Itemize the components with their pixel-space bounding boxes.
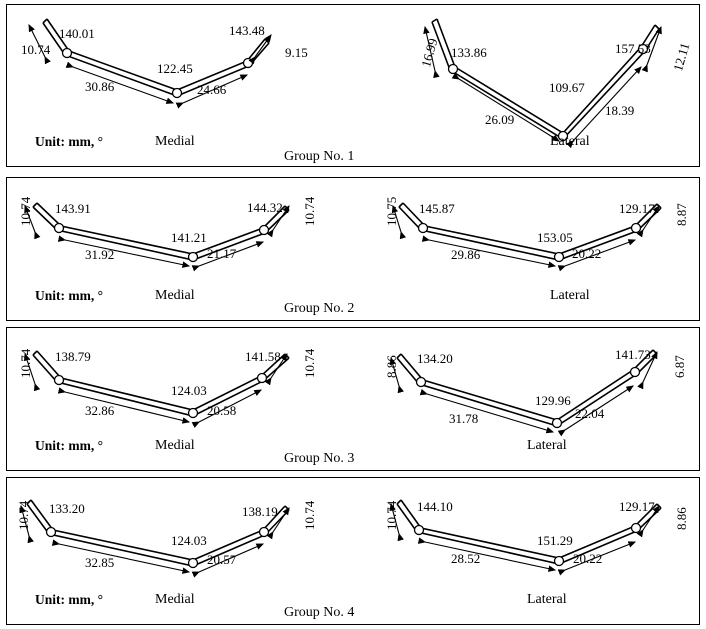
segment-label: 10.74 <box>16 500 31 530</box>
angle-label: 144.10 <box>417 499 453 514</box>
angle-label: 153.05 <box>537 230 573 245</box>
angle-label: 124.03 <box>171 533 207 548</box>
unit-label: Unit: mm, ° <box>35 438 104 453</box>
segment-label: 20.58 <box>207 403 237 418</box>
medial-label: Medial <box>155 592 195 607</box>
group-panel-3 <box>6 327 700 471</box>
segment-label: 8.86 <box>384 355 399 378</box>
segment-label: 20.22 <box>572 246 602 261</box>
segment-label: 10.74 <box>21 42 51 57</box>
angle-label: 143.91 <box>55 201 91 216</box>
angle-label: 140.01 <box>59 26 95 41</box>
angle-label: 141.58 <box>245 349 281 364</box>
segment-label: 20.22 <box>573 551 603 566</box>
group-3-drawing <box>7 328 701 472</box>
unit-label: Unit: mm, ° <box>35 288 104 303</box>
unit-label: Unit: mm, ° <box>35 134 104 149</box>
lateral-label: Lateral <box>550 134 590 149</box>
angle-label: 129.17 <box>619 201 655 216</box>
segment-label: 12.11 <box>670 41 693 73</box>
lateral-label: Lateral <box>527 592 567 607</box>
lateral-label: Lateral <box>550 288 590 303</box>
medial-label: Medial <box>155 438 195 453</box>
angle-label: 133.86 <box>451 45 487 60</box>
lateral-label: Lateral <box>527 438 567 453</box>
segment-label: 9.15 <box>285 45 308 60</box>
segment-label: 21.17 <box>207 246 237 261</box>
segment-label: 10.74 <box>302 348 317 378</box>
angle-label: 141.73 <box>615 347 651 362</box>
angle-label: 138.79 <box>55 349 91 364</box>
group-panel-2 <box>6 177 700 321</box>
angle-label: 129.96 <box>535 393 571 408</box>
segment-label: 20.57 <box>207 552 237 567</box>
group-title: Group No. 4 <box>284 605 355 620</box>
group-title: Group No. 1 <box>284 149 355 164</box>
angle-label: 157.53 <box>615 41 651 56</box>
angle-label: 134.20 <box>417 351 453 366</box>
angle-label: 151.29 <box>537 533 573 548</box>
segment-label: 10.75 <box>384 196 399 226</box>
segment-label: 29.86 <box>451 247 481 262</box>
segment-label: 30.86 <box>85 79 115 94</box>
segment-label: 10.74 <box>18 348 33 378</box>
segment-label: 8.86 <box>674 507 689 530</box>
segment-label: 22.04 <box>575 406 605 421</box>
group-title: Group No. 2 <box>284 301 355 316</box>
unit-label: Unit: mm, ° <box>35 592 104 607</box>
segment-label: 31.92 <box>85 247 115 262</box>
segment-label: 32.86 <box>85 403 115 418</box>
segment-label: 26.09 <box>485 112 515 127</box>
medial-label: Medial <box>155 134 195 149</box>
angle-label: 145.87 <box>419 201 455 216</box>
segment-label: 18.39 <box>605 103 635 118</box>
angle-label: 129.17 <box>619 499 655 514</box>
segment-label: 16.99 <box>418 36 441 69</box>
angle-label: 124.03 <box>171 383 207 398</box>
group-panel-4 <box>6 477 700 625</box>
angle-label: 138.19 <box>242 504 278 519</box>
segment-label: 28.52 <box>451 551 481 566</box>
angle-label: 141.21 <box>171 230 207 245</box>
angle-label: 144.32 <box>247 200 283 215</box>
angle-label: 133.20 <box>49 501 85 516</box>
group-panel-1 <box>6 4 700 167</box>
group-title: Group No. 3 <box>284 451 355 466</box>
angle-label: 143.48 <box>229 23 265 38</box>
segment-label: 8.87 <box>674 203 689 226</box>
angle-label: 109.67 <box>549 80 585 95</box>
segment-label: 10.74 <box>384 500 399 530</box>
segment-label: 31.78 <box>449 411 479 426</box>
segment-label: 10.74 <box>18 196 33 226</box>
segment-label: 24.66 <box>197 82 227 97</box>
medial-label: Medial <box>155 288 195 303</box>
segment-label: 10.74 <box>302 196 317 226</box>
segment-label: 6.87 <box>672 355 687 378</box>
angle-label: 122.45 <box>157 61 193 76</box>
segment-label: 32.85 <box>85 555 115 570</box>
segment-label: 10.74 <box>302 500 317 530</box>
